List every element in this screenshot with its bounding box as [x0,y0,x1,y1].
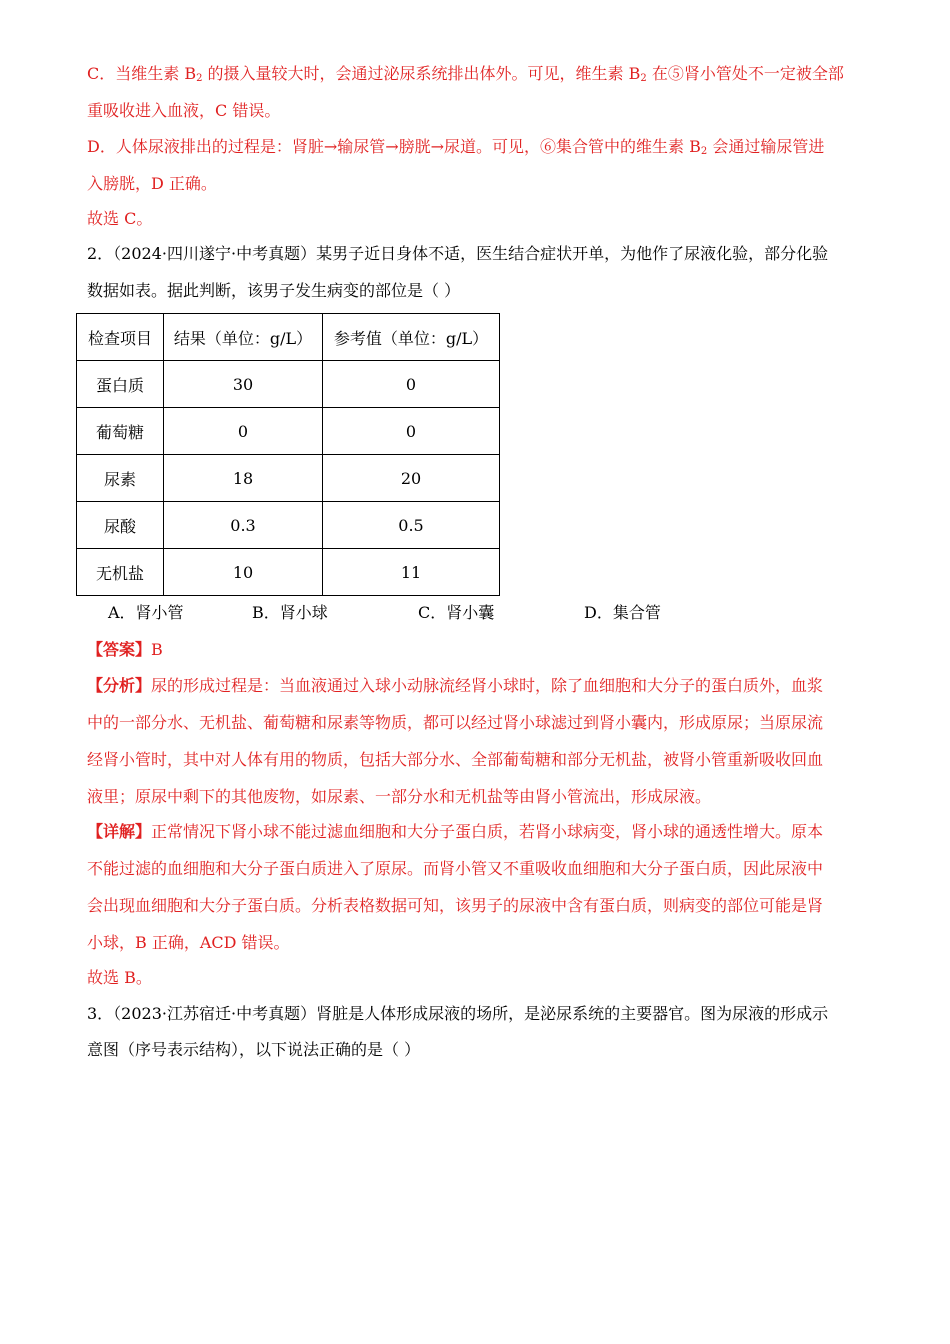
q2-detail-line4: 小球，B 正确，ACD 错误。 [87,933,290,952]
q2-stem-line1: 2．（2024·四川遂宁·中考真题）某男子近日身体不适，医生结合症状开单，为他作了尿液化验，部分化验 [87,244,829,263]
q2-detail-line3: 会出现血细胞和大分子蛋白质。分析表格数据可知，该男子的尿液中含有蛋白质，则病变的部位可能是肾 [87,896,824,915]
table-cell: 20 [323,455,500,502]
option-b: B．肾小球 [252,603,328,622]
table-cell: 蛋白质 [77,361,164,408]
prev-option-d-line2: 入膀胱，D 正确。 [87,174,217,193]
q2-analysis-line4: 液里；原尿中剩下的其他废物，如尿素、一部分水和无机盐等由肾小管流出，形成尿液。 [87,787,712,806]
table-cell: 0 [323,361,500,408]
table-cell: 无机盐 [77,549,164,596]
table-cell: 0 [164,408,323,455]
table-row [77,361,500,408]
table-cell: 葡萄糖 [77,408,164,455]
option-d: D．集合管 [584,603,661,622]
q2-answer: 【答案】B [87,640,163,659]
option-a: A．肾小管 [108,603,184,622]
table-cell: 30 [164,361,323,408]
table-cell: 0.5 [323,502,500,549]
table-header: 结果（单位：g/L） [164,314,323,361]
q3-stem-line2: 意图（序号表示结构），以下说法正确的是（ ） [87,1040,421,1059]
table-row [77,408,500,455]
q2-analysis-line2: 中的一部分水、无机盐、葡萄糖和尿素等物质，都可以经过肾小球滤过到肾小囊内，形成原尿；当原尿流 [87,713,824,732]
prev-option-c-line1: C．当维生素 $B_2$ 的摄入量较大时，会通过泌尿系统排出体外。可见，维生素 $B_2$ 在⑤肾小管处不一定被全部 [87,64,844,84]
prev-option-c-line2: 重吸收进入血液，C 错误。 [87,101,281,120]
table-row [77,455,500,502]
table-cell: 0.3 [164,502,323,549]
q3-stem-line1: 3．（2023·江苏宿迁·中考真题）肾脏是人体形成尿液的场所，是泌尿系统的主要器官。图为尿液的形成示 [87,1004,829,1023]
q2-stem-line2: 数据如表。据此判断，该男子发生病变的部位是（ ） [87,281,461,300]
prev-answer: 故选 C。 [87,209,153,228]
q2-detail-line1: 【详解】正常情况下肾小球不能过滤血细胞和大分子蛋白质，若肾小球病变，肾小球的通透性增大。原本 [87,822,824,841]
table-row [77,502,500,549]
option-c: C．肾小囊 [418,603,495,622]
table-header-row [77,314,500,361]
table-header: 检查项目 [77,314,164,361]
table-cell: 11 [323,549,500,596]
urine-test-table [76,313,500,596]
q2-detail-line2: 不能过滤的血细胞和大分子蛋白质进入了原尿。而肾小管又不重吸收血细胞和大分子蛋白质，因此尿液中 [87,859,824,878]
table-cell: 10 [164,549,323,596]
q2-final-answer: 故选 B。 [87,968,152,987]
table-cell: 18 [164,455,323,502]
table-header: 参考值（单位：g/L） [323,314,500,361]
table-row [77,549,500,596]
q2-analysis-line1: 【分析】尿的形成过程是：当血液通过入球小动脉流经肾小球时，除了血细胞和大分子的蛋白质外，血浆 [87,676,824,695]
table-cell: 尿酸 [77,502,164,549]
q2-analysis-line3: 经肾小管时，其中对人体有用的物质，包括大部分水、全部葡萄糖和部分无机盐，被肾小管重新吸收回血 [87,750,824,769]
table-cell: 0 [323,408,500,455]
table-cell: 尿素 [77,455,164,502]
prev-option-d-line1: D．人体尿液排出的过程是：肾脏→输尿管→膀胱→尿道。可见，⑥集合管中的维生素 $B_2$ 会通过输尿管进 [87,137,825,157]
